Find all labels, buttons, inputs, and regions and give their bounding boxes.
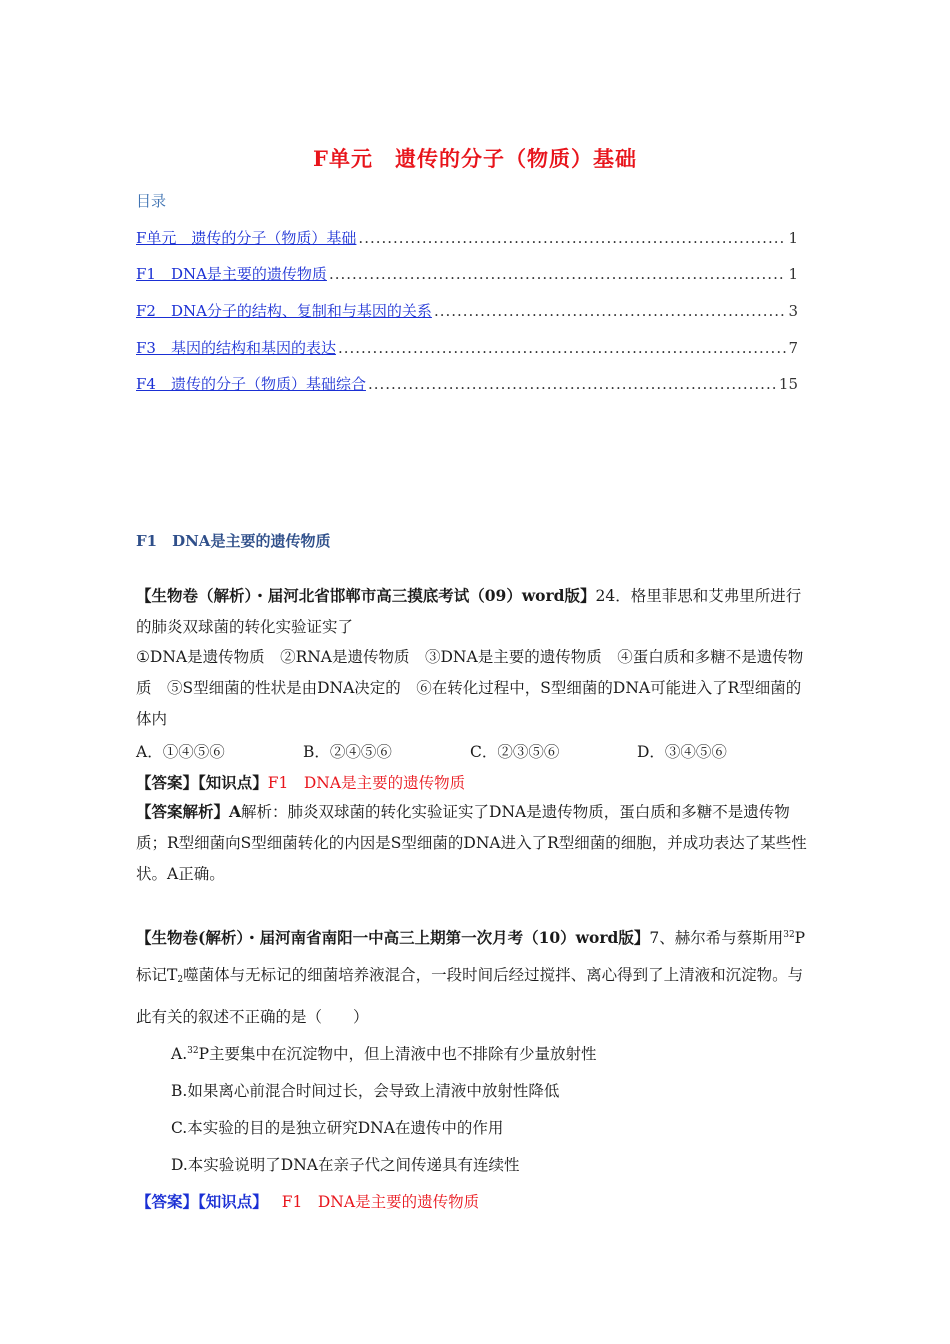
question-1-analysis [136, 796, 816, 890]
option-a: A．①④⑤⑥ [136, 743, 225, 761]
question-1-statements: ①DNA是遗传物质 ②RNA是遗传物质 ③DNA是主要的遗传物质 ④蛋白质和多糖不是遗传物质 ⑤S型细菌的性状是由DNA决定的 ⑥在转化过程中，S型细菌的DNA可能进入了R型细菌的体内 [136, 648, 804, 728]
toc-page-number: 15 [778, 375, 798, 393]
toc-entry[interactable] [136, 337, 798, 357]
question-1-options [136, 740, 804, 762]
toc-leader [358, 229, 786, 247]
option-b: B．②④⑤⑥ [303, 743, 392, 761]
question-source: 【生物卷（解析）・届河北省邯郸市高三摸底考试（09）word版】 [136, 586, 596, 605]
toc-heading: 目录 [136, 192, 167, 210]
superscript: 32 [187, 1046, 199, 1056]
question-2-option-c: C.本实验的目的是独立研究DNA在遗传中的作用 [171, 1119, 504, 1137]
question-2-option-d: D.本实验说明了DNA在亲子代之间传递具有连续性 [171, 1156, 520, 1174]
answer-tag: 【答案】【知识点】 [136, 1192, 268, 1211]
toc-page-number: 7 [788, 339, 798, 357]
toc-entry[interactable] [136, 263, 798, 283]
toc-entry-link[interactable]: F2 DNA分子的结构、复制和与基因的关系 [136, 302, 432, 320]
question-2-option-a [171, 1042, 597, 1064]
knowledge-point: F1 DNA是主要的遗传物质 [281, 1193, 480, 1211]
toc-entry[interactable] [136, 373, 798, 393]
section-heading: F1 DNA是主要的遗传物质 [136, 532, 331, 550]
question-1-answer [136, 771, 465, 793]
question-2-stem [136, 917, 816, 1036]
option-label: A. [171, 1045, 188, 1063]
toc-entry[interactable] [136, 300, 798, 320]
toc-page-number: 1 [788, 229, 798, 247]
toc-leader [368, 375, 777, 393]
toc-entry-link[interactable]: F单元 遗传的分子（物质）基础 [136, 229, 357, 247]
option-c: C．②③⑤⑥ [470, 743, 560, 761]
toc-leader [434, 302, 787, 320]
analysis-tag: 【答案解析】A [136, 802, 242, 821]
toc-entry[interactable] [136, 227, 798, 247]
subscript: 2 [177, 975, 184, 985]
question-text: 7、赫尔希与蔡斯用 [649, 929, 784, 947]
analysis-text: 解析：肺炎双球菌的转化实验证实了DNA是遗传物质，蛋白质和多糖不是遗传物质；R型细菌向S型细菌转化的内因是S型细菌的DNA进入了R型细菌的细胞，并成功表达了某些性状。A正确。 [136, 803, 807, 883]
toc-entry-link[interactable]: F4 遗传的分子（物质）基础综合 [136, 375, 366, 393]
toc-leader [338, 339, 787, 357]
question-source: 【生物卷(解析）・届河南省南阳一中高三上期第一次月考（10）word版】 [136, 928, 650, 947]
knowledge-point: F1 DNA是主要的遗传物质 [267, 774, 466, 792]
question-1-stem [136, 580, 816, 643]
question-2-answer [136, 1190, 479, 1212]
question-2-option-b: B.如果离心前混合时间过长，会导致上清液中放射性降低 [171, 1082, 560, 1100]
document-title: F单元 遗传的分子（物质）基础 [313, 146, 637, 171]
superscript: 32 [783, 930, 795, 940]
toc-page-number: 1 [788, 265, 798, 283]
toc-page-number: 3 [788, 302, 798, 320]
question-text: 24．格里菲思和艾弗里所进行的肺炎双球菌的转化实验证实了 [136, 587, 802, 636]
question-text: 噬菌体与无标记的细菌培养液混合，一段时间后经过搅拌、离心得到了上清液和沉淀物。与此有关的叙述不正确的是（ ） [136, 966, 804, 1026]
answer-tag: 【答案】【知识点】 [136, 773, 268, 792]
toc-leader [329, 265, 787, 283]
question-text: P标记T [136, 929, 806, 984]
option-d: D．③④⑤⑥ [637, 743, 727, 761]
option-text: P主要集中在沉淀物中，但上清液中也不排除有少量放射性 [198, 1045, 597, 1063]
toc-entry-link[interactable]: F3 基因的结构和基因的表达 [136, 339, 336, 357]
toc-entry-link[interactable]: F1 DNA是主要的遗传物质 [136, 265, 327, 283]
